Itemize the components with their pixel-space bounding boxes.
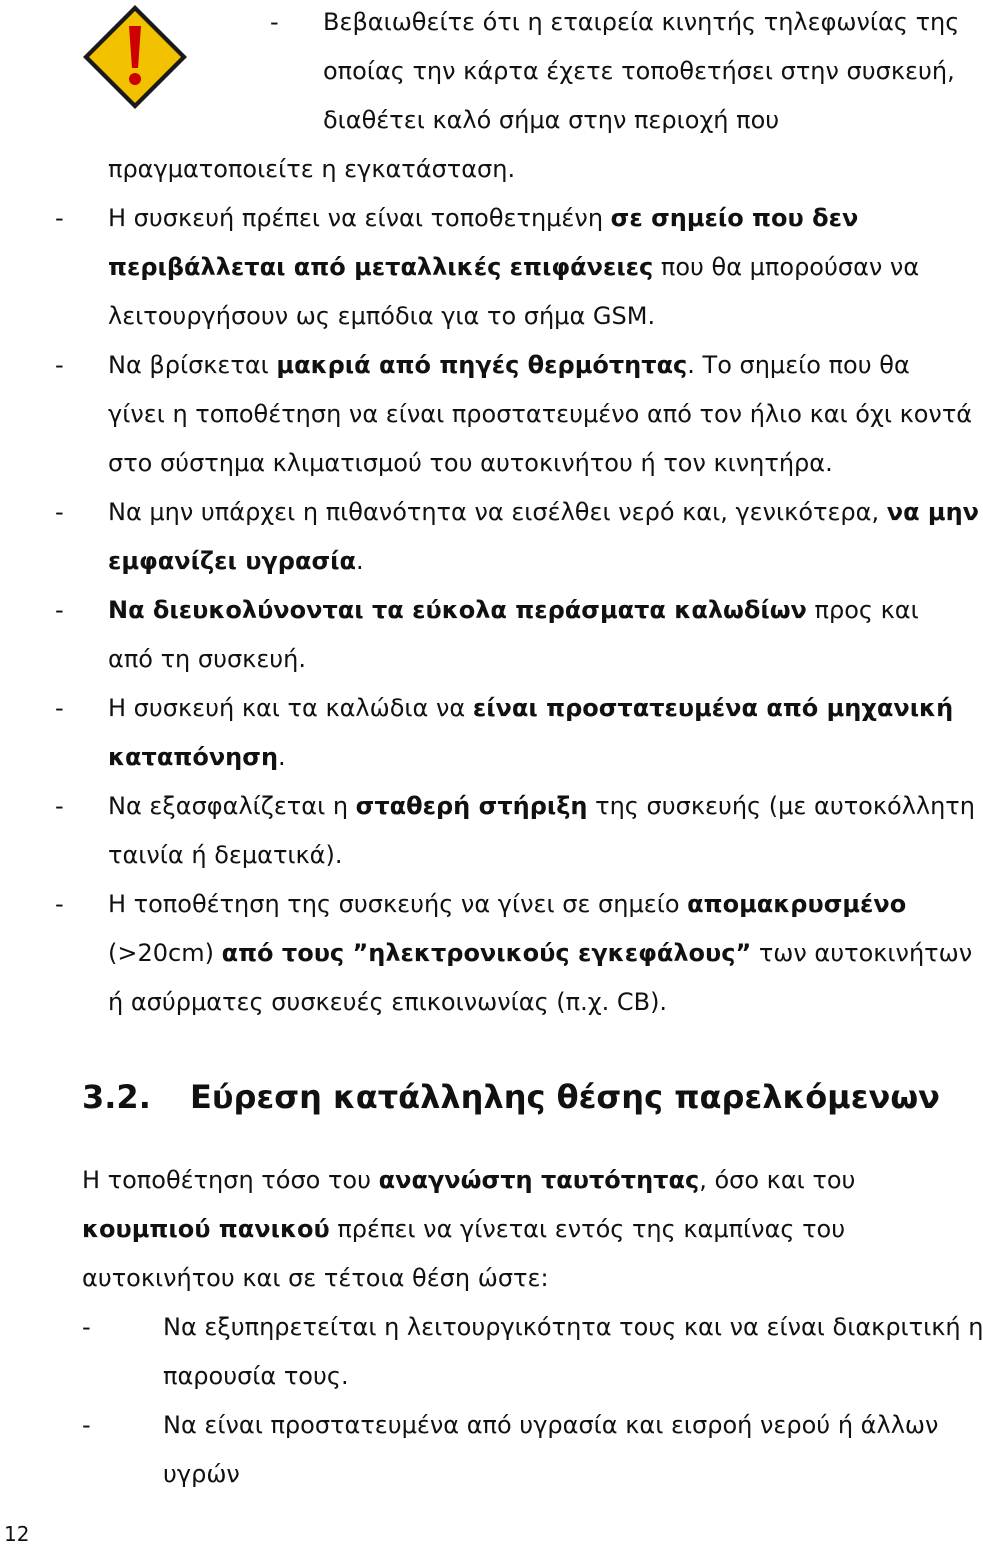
bold-text: καταπόνηση bbox=[108, 743, 279, 771]
text-segment: Η τοποθέτηση της συσκευής να γίνει σε σημείο bbox=[108, 890, 688, 918]
bold-text: Να διευκολύνονται τα εύκολα περάσματα καλωδίων bbox=[108, 596, 807, 624]
bullet-dash: - bbox=[82, 1313, 91, 1341]
text-line bbox=[108, 402, 972, 426]
text-segment: της συσκευής (με αυτοκόλλητη bbox=[587, 792, 975, 820]
text-segment: πρέπει να γίνεται εντός της καμπίνας του bbox=[329, 1215, 846, 1243]
text-line bbox=[108, 598, 919, 622]
bold-text: εμφανίζει υγρασία bbox=[108, 547, 356, 575]
bold-text: σε σημείο που δεν bbox=[610, 204, 859, 232]
text-line bbox=[108, 206, 858, 230]
text-line bbox=[163, 1413, 938, 1437]
bold-text: από τους ”ηλεκτρονικούς εγκεφάλους” bbox=[221, 939, 752, 967]
warning-exclamation-icon bbox=[80, 2, 190, 112]
text-segment: Να βρίσκεται bbox=[108, 351, 277, 379]
text-line bbox=[108, 941, 972, 965]
text-segment: Η συσκευή πρέπει να είναι τοποθετημένη bbox=[108, 204, 611, 232]
bold-text: είναι προστατευμένα από μηχανική bbox=[472, 694, 954, 722]
bold-text: μακριά από πηγές θερμότητας bbox=[276, 351, 688, 379]
text-segment: από τη συσκευή. bbox=[108, 645, 307, 673]
bullet-dash: - bbox=[55, 694, 64, 722]
bullet-dash: - bbox=[55, 204, 64, 232]
text-segment: Να εξασφαλίζεται η bbox=[108, 792, 356, 820]
text-segment: που θα μπορούσαν να bbox=[653, 253, 920, 281]
text-line bbox=[108, 990, 667, 1014]
text-line bbox=[108, 549, 364, 573]
section-heading bbox=[82, 1078, 940, 1116]
text-segment: προς και bbox=[806, 596, 919, 624]
text-segment: των αυτοκινήτων bbox=[751, 939, 973, 967]
text-line bbox=[82, 1266, 549, 1290]
text-line bbox=[108, 304, 655, 328]
text-segment: . bbox=[278, 743, 286, 771]
text-line bbox=[108, 843, 342, 867]
text-segment: παρουσία τους. bbox=[163, 1362, 349, 1390]
bold-text: σταθερή στήριξη bbox=[355, 792, 588, 820]
bullet-dash: - bbox=[55, 596, 64, 624]
bullet-dash: - bbox=[55, 498, 64, 526]
section-title: Εύρεση κατάλληλης θέσης παρελκόμενων bbox=[190, 1078, 940, 1116]
text-segment: . bbox=[355, 547, 364, 575]
text-line bbox=[163, 1364, 349, 1388]
text-segment: λειτουργήσουν ως εμπόδια για το σήμα GSM. bbox=[108, 302, 656, 330]
text-line bbox=[108, 451, 833, 475]
intro-line: οποίας την κάρτα έχετε τοποθετήσει στην συσκευή, bbox=[323, 57, 955, 85]
bold-text: αναγνώστη ταυτότητας bbox=[378, 1166, 700, 1194]
text-segment: (>20cm) bbox=[108, 939, 222, 967]
bullet-dash: - bbox=[270, 8, 279, 36]
intro-line: πραγματοποιείτε η εγκατάσταση. bbox=[108, 155, 516, 183]
text-segment: . Το σημείο που θα bbox=[687, 351, 910, 379]
section-number: 3.2. bbox=[82, 1078, 151, 1116]
text-segment: ταινία ή δεματικά). bbox=[108, 841, 343, 869]
bold-text: περιβάλλεται από μεταλλικές επιφάνειες bbox=[108, 253, 654, 281]
bullet-dash: - bbox=[55, 351, 64, 379]
text-segment: ή ασύρματες συσκευές επικοινωνίας (π.χ. CB). bbox=[108, 988, 668, 1016]
page-number: 12 bbox=[4, 1522, 30, 1546]
text-segment: Να μην υπάρχει η πιθανότητα να εισέλθει νερό και, γενικότερα, bbox=[108, 498, 887, 526]
text-line bbox=[163, 1315, 983, 1339]
bold-text: να μην bbox=[886, 498, 980, 526]
text-line bbox=[108, 353, 910, 377]
intro-line: διαθέτει καλό σήμα στην περιοχή που bbox=[323, 106, 780, 134]
text-line bbox=[82, 1168, 855, 1192]
bold-text: απομακρυσμένο bbox=[687, 890, 907, 918]
text-segment: Να είναι προστατευμένα από υγρασία και εισροή νερού ή άλλων bbox=[163, 1411, 939, 1439]
bullet-dash: - bbox=[82, 1411, 91, 1439]
text-segment: υγρών bbox=[163, 1460, 240, 1488]
text-segment: Να εξυπηρετείται η λειτουργικότητα τους και να είναι διακριτική η bbox=[163, 1313, 983, 1341]
text-line bbox=[163, 1462, 240, 1486]
bullet-dash: - bbox=[55, 890, 64, 918]
text-line bbox=[108, 696, 953, 720]
text-line bbox=[108, 255, 919, 279]
text-segment: γίνει η τοποθέτηση να είναι προστατευμένο από τον ήλιο και όχι κοντά bbox=[108, 400, 973, 428]
text-segment: Η τοποθέτηση τόσο του bbox=[82, 1166, 379, 1194]
text-line bbox=[108, 647, 306, 671]
bullet-dash: - bbox=[55, 792, 64, 820]
text-segment: , όσο και του bbox=[699, 1166, 856, 1194]
text-segment: στο σύστημα κλιματισμού του αυτοκινήτου ή τον κινητήρα. bbox=[108, 449, 833, 477]
text-line bbox=[108, 794, 975, 818]
text-line bbox=[108, 892, 906, 916]
intro-line: Βεβαιωθείτε ότι η εταιρεία κινητής τηλεφωνίας της bbox=[323, 8, 960, 36]
text-segment: Η συσκευή και τα καλώδια να bbox=[108, 694, 473, 722]
bold-text: κουμπιού πανικού bbox=[82, 1215, 330, 1243]
text-line bbox=[82, 1217, 845, 1241]
text-segment: αυτοκινήτου και σε τέτοια θέση ώστε: bbox=[82, 1264, 549, 1292]
text-line bbox=[108, 500, 979, 524]
text-line bbox=[108, 745, 286, 769]
